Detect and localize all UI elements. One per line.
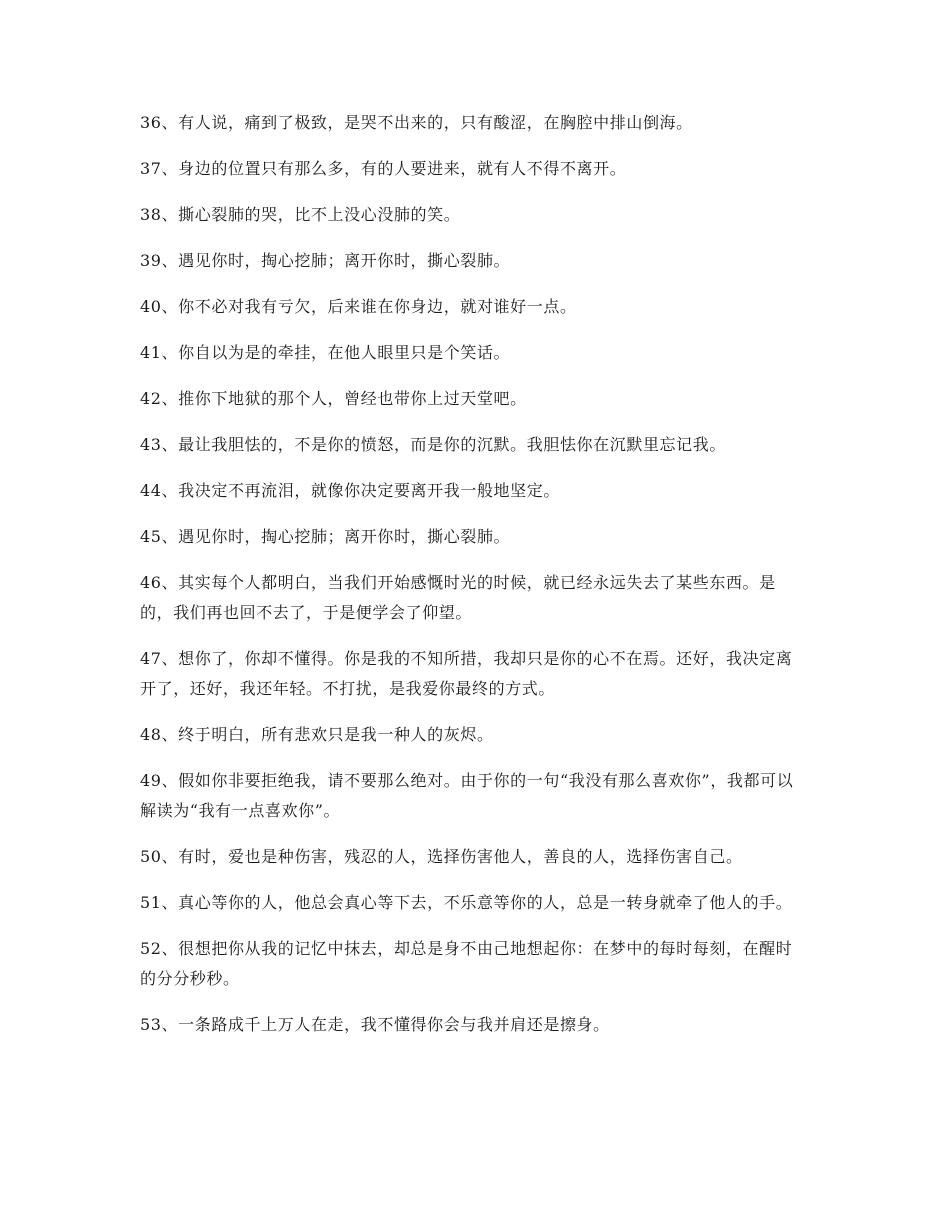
paragraph-52: 52、很想把你从我的记忆中抹去，却总是身不由己地想起你：在梦中的每时每刻，在醒时的分分秒秒。 [140,939,793,988]
paragraph-38: 38、撕心裂肺的哭，比不上没心没肺的笑。 [140,205,461,224]
paragraph-51: 51、真心等你的人，他总会真心等下去，不乐意等你的人，总是一转身就牵了他人的手。 [140,893,793,912]
paragraph-45: 45、遇见你时，掏心挖肺；离开你时，撕心裂肺。 [140,527,511,546]
paragraph-48: 48、终于明白，所有悲欢只是我一种人的灰烬。 [140,725,494,744]
paragraph-39: 39、遇见你时，掏心挖肺；离开你时，撕心裂肺。 [140,251,511,270]
document-body [140,108,805,1056]
paragraph-36: 36、有人说，痛到了极致，是哭不出来的，只有酸涩，在胸腔中排山倒海。 [140,113,693,132]
paragraph-47: 47、想你了，你却不懂得。你是我的不知所措，我却只是你的心不在焉。还好，我决定离开了，还好，我还年轻。不打扰，是我爱你最终的方式。 [140,649,793,698]
paragraph-37: 37、身边的位置只有那么多，有的人要进来，就有人不得不离开。 [140,159,627,178]
paragraph-49: 49、假如你非要拒绝我，请不要那么绝对。由于你的一句“我没有那么喜欢你”，我都可以解读为“我有一点喜欢你”。 [140,771,794,820]
paragraph-44: 44、我决定不再流泪，就像你决定要离开我一般地坚定。 [140,481,560,500]
paragraph-46: 46、其实每个人都明白，当我们开始感慨时光的时候，就已经永远失去了某些东西。是的，我们再也回不去了，于是便学会了仰望。 [140,573,776,622]
paragraph-50: 50、有时，爱也是种伤害，残忍的人，选择伤害他人，善良的人，选择伤害自己。 [140,847,743,866]
paragraph-40: 40、你不必对我有亏欠，后来谁在你身边，就对谁好一点。 [140,297,577,316]
paragraph-53: 53、一条路成千上万人在走，我不懂得你会与我并肩还是擦身。 [140,1015,610,1034]
paragraph-42: 42、推你下地狱的那个人，曾经也带你上过天堂吧。 [140,389,527,408]
paragraph-41: 41、你自以为是的牵挂，在他人眼里只是个笑话。 [140,343,511,362]
paragraph-43: 43、最让我胆怯的，不是你的愤怒，而是你的沉默。我胆怯你在沉默里忘记我。 [140,435,726,454]
